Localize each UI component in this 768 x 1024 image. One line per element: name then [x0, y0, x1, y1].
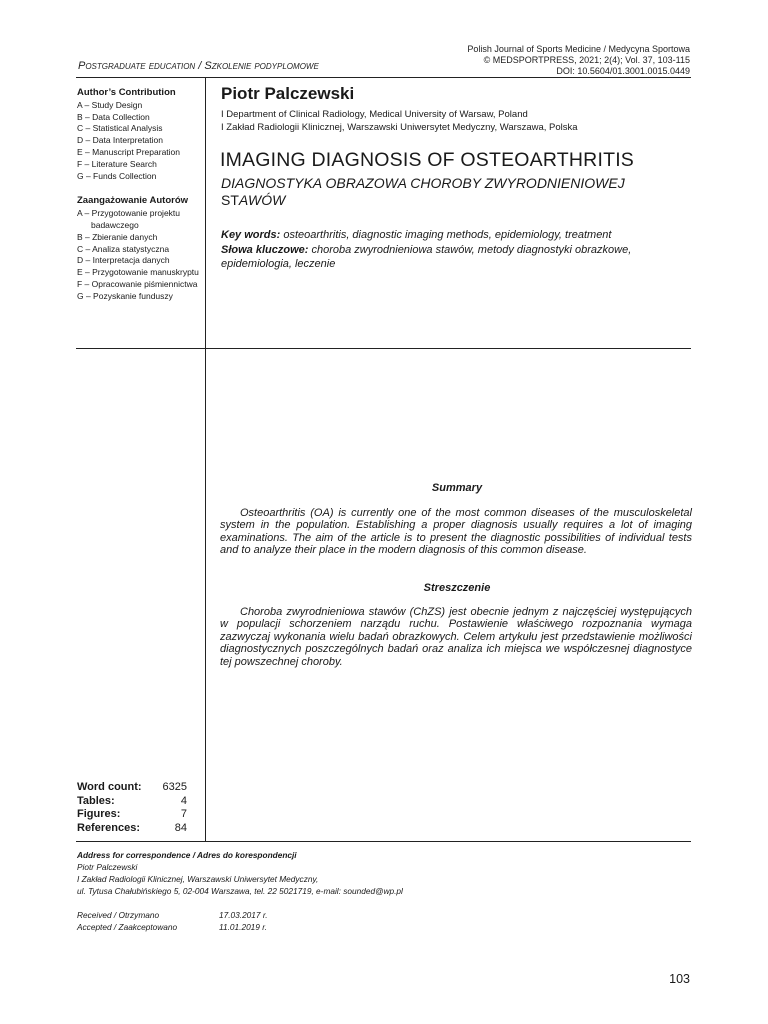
- contribution-item: D – Interpretacja danych: [77, 255, 170, 266]
- middle-rule: [76, 348, 691, 349]
- section-title-en: Postgraduate education: [78, 60, 196, 72]
- correspondence-heading: Address for correspondence / Adres do korespondencji: [77, 850, 297, 860]
- correspondence-name: Piotr Palczewski: [77, 862, 138, 872]
- received-label: Received / Otrzymano: [77, 910, 160, 920]
- contribution-item: A – Przygotowanie projektu: [77, 208, 181, 219]
- count-label: Tables:: [77, 794, 115, 807]
- count-value: 84: [174, 821, 187, 834]
- count-row: [77, 808, 187, 822]
- article-title-pl-line2: STAWÓW: [221, 192, 286, 208]
- authors-contribution: [77, 87, 203, 303]
- contribution-item: E – Przygotowanie manuskryptu: [77, 267, 199, 278]
- section-separator: /: [195, 60, 205, 72]
- keywords-en: [221, 228, 693, 243]
- streszczenie-heading: Streszczenie: [423, 582, 491, 594]
- page-number: 103: [669, 972, 690, 986]
- contribution-item: badawczego: [91, 219, 139, 230]
- accepted-date: 11.01.2019 r.: [219, 922, 267, 932]
- contribution-item: F – Opracowanie piśmiennictwa: [77, 278, 198, 289]
- contribution-item: E – Manuscript Preparation: [77, 146, 180, 157]
- section-title-pl: Szkolenie podyplomowe: [204, 60, 319, 72]
- contribution-item: A – Study Design: [77, 99, 143, 110]
- article-title-pl-line1: DIAGNOSTYKA OBRAZOWA CHOROBY ZWYRODNIENIOWEJ: [221, 175, 625, 191]
- count-row: [77, 822, 187, 836]
- count-value: 6325: [162, 781, 187, 793]
- contribution-item: D – Data Interpretation: [77, 135, 163, 146]
- keywords-pl: [221, 243, 693, 272]
- affiliation: [221, 108, 578, 134]
- article-title-pl: [221, 175, 691, 209]
- column-divider-bottom: [205, 349, 206, 841]
- contribution-heading-pl: Zaangażowanie Autorów: [77, 195, 189, 207]
- keywords-value-en: osteoarthritis, diagnostic imaging methods, epidemiology, treatment: [280, 229, 612, 241]
- keywords-value-pl: choroba zwyrodnieniowa stawów, metody diagnostyki obrazkowe, epidemiologia, leczenie: [221, 243, 632, 270]
- journal-name: Polish Journal of Sports Medicine / Medycyna Sportowa: [467, 44, 690, 54]
- summary-text: Osteoarthritis (OA) is currently one of the most common diseases of the musculoskeletal system in the population. Establishing a proper diagnosis usually requires a lot of imaging examinations. The aim of the article is to present the diagnostic possibilities of individual tests and to analyze their place in the modern diagnosis of this common disease.: [220, 507, 692, 557]
- count-label: Figures:: [77, 808, 121, 820]
- bottom-rule: [76, 841, 691, 842]
- contribution-item: G – Funds Collection: [77, 170, 157, 181]
- author-name: Piotr Palczewski: [221, 84, 355, 103]
- journal-doi: DOI: 10.5604/01.3001.0015.0449: [556, 66, 690, 76]
- contribution-item: F – Literature Search: [77, 158, 157, 169]
- count-value: 7: [180, 808, 187, 820]
- article-title-en: IMAGING DIAGNOSIS OF OSTEOARTHRITIS: [220, 149, 635, 171]
- contribution-item: C – Statistical Analysis: [77, 123, 163, 134]
- contribution-item: G – Pozyskanie funduszy: [77, 290, 173, 301]
- count-label: Word count:: [77, 781, 142, 793]
- contribution-heading-en: Author’s Contribution: [77, 87, 176, 98]
- affiliation-pl: I Zakład Radiologii Klinicznej, Warszawski Uniwersytet Medyczny, Warszawa, Polska: [221, 122, 578, 133]
- section-title: [78, 60, 319, 72]
- count-value: 4: [180, 794, 187, 807]
- keywords-label-pl: Słowa kluczowe:: [221, 243, 309, 256]
- received-row: [77, 909, 268, 921]
- journal-copyright: © MEDSPORTPRESS, 2021; 2(4); Vol. 37, 103-115: [483, 55, 690, 65]
- article-dates: [77, 909, 268, 933]
- count-row: [77, 795, 187, 809]
- contribution-item: B – Zbieranie danych: [77, 231, 158, 242]
- contribution-item: B – Data Collection: [77, 111, 150, 122]
- accepted-row: [77, 921, 268, 933]
- summary-heading: Summary: [431, 482, 483, 494]
- count-label: References:: [77, 821, 140, 834]
- correspondence: [77, 849, 637, 897]
- column-divider-top: [205, 78, 206, 348]
- keywords-label-en: Key words:: [221, 229, 281, 241]
- correspondence-line: I Zakład Radiologii Klinicznej, Warszawski Uniwersytet Medyczny,: [77, 874, 319, 884]
- streszczenie-text: Choroba zwyrodnieniowa stawów (ChZS) jest obecnie jednym z najczęściej występujących w populacji schorzeniem narządu ruchu. Postawienie właściwego rozpoznania wymaga zazwyczaj wykonania wielu badań obrazkowych. Celem artykułu jest przedstawienie możliwości diagnostycznych poszczególnych badań oraz analiza ich miejsca we współczesnej diagnostyce tej powszechnej choroby.: [220, 606, 692, 668]
- correspondence-line: ul. Tytusa Chałubińskiego 5, 02-004 Warszawa, tel. 22 5021719, e-mail: sounded@wp.pl: [77, 886, 403, 896]
- top-rule: [76, 77, 691, 78]
- keywords: [221, 228, 693, 272]
- count-row: [77, 781, 187, 795]
- journal-info: [467, 44, 690, 77]
- received-date: 17.03.2017 r.: [219, 910, 268, 920]
- article-counts: [77, 781, 187, 835]
- contribution-item: C – Analiza statystyczna: [77, 243, 170, 254]
- affiliation-en: I Department of Clinical Radiology, Medical University of Warsaw, Poland: [221, 109, 528, 120]
- accepted-label: Accepted / Zaakceptowano: [77, 922, 178, 932]
